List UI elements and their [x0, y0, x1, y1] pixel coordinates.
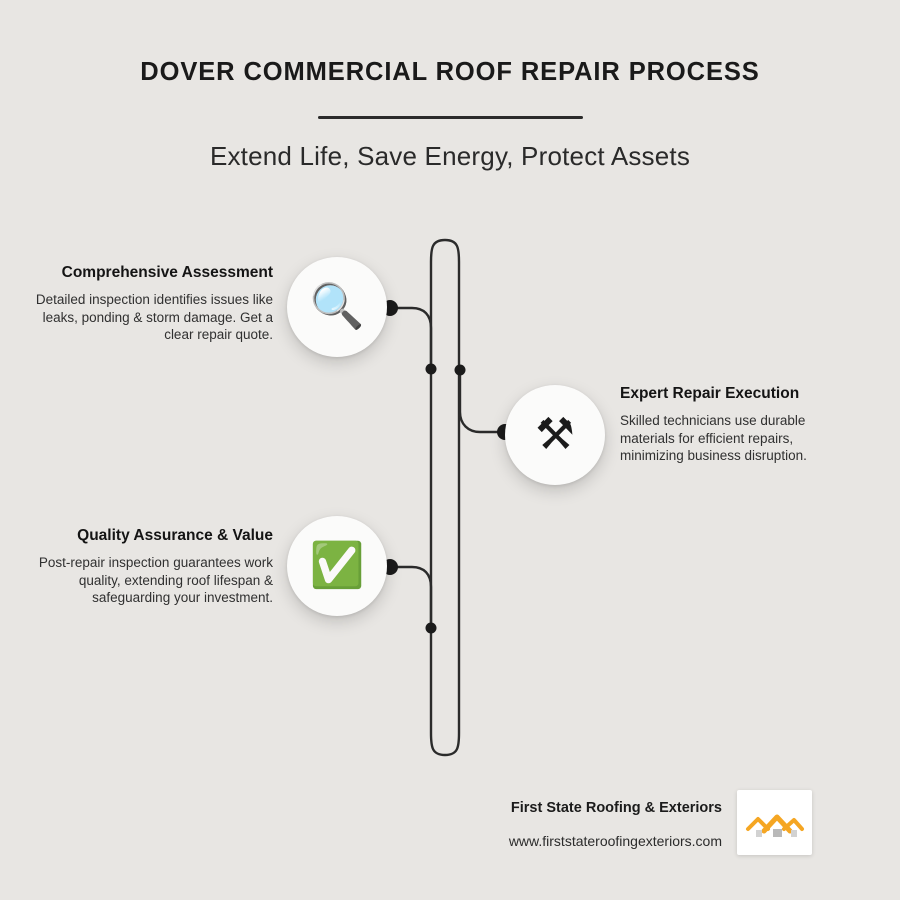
- company-name: First State Roofing & Exteriors: [510, 800, 722, 816]
- hammer-and-wrench-icon: ⚒: [535, 410, 575, 459]
- website-url[interactable]: www.firststateroofingexteriors.com: [508, 833, 722, 849]
- step-3-icon-circle[interactable]: [287, 516, 387, 616]
- step-2-icon-circle[interactable]: [505, 385, 605, 485]
- step-3-heading: Quality Assurance & Value: [77, 527, 273, 544]
- step-3-text: [18, 527, 273, 606]
- connector-step-1: [392, 308, 431, 369]
- page-subtitle: Extend Life, Save Energy, Protect Assets: [209, 141, 691, 171]
- step-1-heading: Comprehensive Assessment: [61, 264, 273, 281]
- step-2-body: Skilled technicians use durable materials for efficient repairs, minimizing business disruption.: [620, 413, 807, 463]
- header: [0, 58, 900, 172]
- step-2-text: [620, 385, 850, 464]
- connector-dot-step-1-spine: [426, 364, 437, 375]
- connector-step-2: [460, 372, 506, 432]
- connector-dot-step-2-spine: [455, 365, 466, 376]
- connector-step-3: [392, 567, 431, 628]
- page-title: DOVER COMMERCIAL ROOF REPAIR PROCESS: [140, 58, 760, 86]
- step-1-body: Detailed inspection identifies issues like leaks, ponding & storm damage. Get a clear repair quote.: [35, 292, 273, 342]
- magnifying-glass-icon: 🔍: [309, 282, 365, 331]
- step-3-body: Post-repair inspection guarantees work quality, extending roof lifespan & safeguarding your investment.: [38, 555, 273, 605]
- company-logo: [737, 790, 812, 855]
- roof-logo-icon: [744, 803, 806, 843]
- title-divider: [318, 116, 583, 119]
- connector-dot-step-3-spine: [426, 623, 437, 634]
- step-2-heading: Expert Repair Execution: [620, 385, 800, 402]
- check-mark-button-icon: ✅: [309, 541, 365, 590]
- spine-path: [431, 240, 459, 755]
- step-1-text: [18, 264, 273, 343]
- step-1-icon-circle[interactable]: [287, 257, 387, 357]
